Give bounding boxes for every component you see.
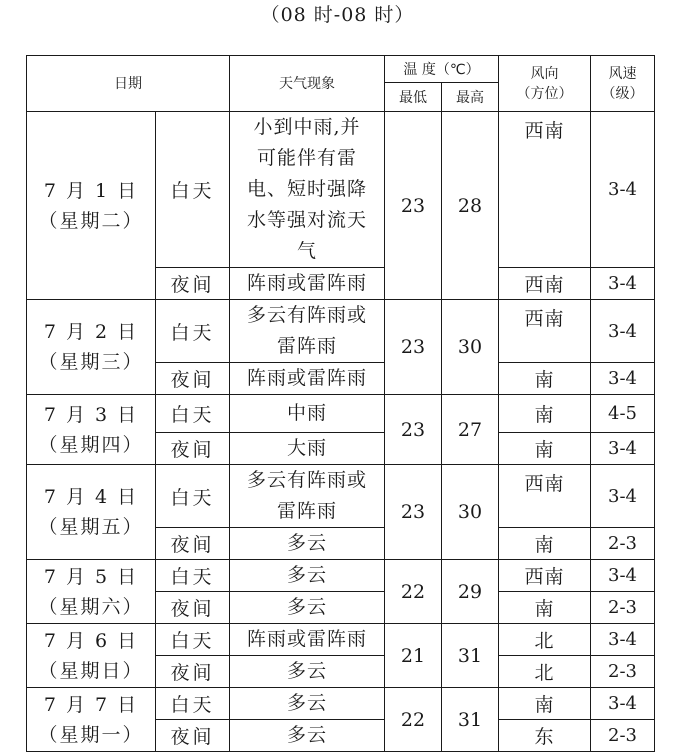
wind-direction: 南	[499, 433, 591, 465]
weather-line: 阵雨或雷阵雨	[246, 628, 367, 650]
wind-speed: 3-4	[591, 465, 655, 528]
table-row	[27, 560, 655, 592]
weather-line: 雷阵雨	[276, 335, 337, 357]
wind-speed: 4-5	[591, 395, 655, 433]
weather-forecast-table	[26, 55, 655, 752]
weather-cell: 多云	[230, 656, 385, 688]
wind-direction: 南	[499, 528, 591, 560]
wind-direction: 西南	[499, 300, 591, 363]
table-row	[27, 465, 655, 528]
wind-speed: 2-3	[591, 656, 655, 688]
period-day: 白天	[156, 688, 230, 720]
wind-speed: 2-3	[591, 720, 655, 752]
weather-line: 电、短时强降	[246, 178, 367, 200]
weather-line: 多云有阵雨或	[246, 469, 367, 491]
wind-speed: 3-4	[591, 363, 655, 395]
temp-min: 23	[385, 465, 442, 560]
wind-direction: 南	[499, 688, 591, 720]
period-day: 白天	[156, 300, 230, 363]
period-night: 夜间	[156, 363, 230, 395]
weather-line: 中雨	[286, 402, 327, 424]
weather-cell: 阵雨或雷阵雨	[230, 363, 385, 395]
temp-max: 30	[442, 300, 499, 395]
period-day: 白天	[156, 112, 230, 268]
table-row	[27, 395, 655, 433]
period-day: 白天	[156, 465, 230, 528]
date-text: 7 月 2 日	[43, 321, 139, 343]
temp-min: 23	[385, 300, 442, 395]
wind-speed: 2-3	[591, 592, 655, 624]
weekday-text: （星期三）	[38, 351, 144, 373]
header-temperature: 温 度（℃）	[385, 56, 499, 83]
header-temp-max: 最高	[442, 83, 499, 112]
date-text: 7 月 3 日	[43, 403, 139, 426]
weekday-text: （星期四）	[38, 433, 144, 456]
wind-direction: 西南	[499, 268, 591, 300]
wind-speed: 3-4	[591, 268, 655, 300]
wind-direction: 西南	[499, 465, 591, 528]
weekday-text: （星期日）	[38, 659, 144, 682]
temp-max: 31	[442, 624, 499, 688]
date-cell	[27, 560, 156, 624]
temp-max: 29	[442, 560, 499, 624]
date-text: 7 月 7 日	[43, 693, 139, 716]
wind-direction: 西南	[499, 560, 591, 592]
temp-min: 21	[385, 624, 442, 688]
weekday-text: （星期六）	[38, 595, 144, 618]
temp-max: 28	[442, 112, 499, 300]
period-day: 白天	[156, 395, 230, 433]
wind-speed: 3-4	[591, 624, 655, 656]
weather-line: 雷阵雨	[276, 500, 337, 522]
header-date: 日期	[27, 56, 230, 112]
header-wind-direction	[499, 56, 591, 112]
period-night: 夜间	[156, 592, 230, 624]
header-temp-min: 最低	[385, 83, 442, 112]
weather-cell: 阵雨或雷阵雨	[230, 268, 385, 300]
date-text: 7 月 4 日	[43, 486, 139, 508]
wind-speed: 2-3	[591, 528, 655, 560]
period-night: 夜间	[156, 656, 230, 688]
header-wind-speed	[591, 56, 655, 112]
weekday-text: （星期一）	[38, 723, 144, 746]
wind-speed: 3-4	[591, 560, 655, 592]
temp-min: 22	[385, 560, 442, 624]
wind-direction: 西南	[499, 112, 591, 268]
wind-speed: 3-4	[591, 300, 655, 363]
date-text: 7 月 1 日	[43, 179, 139, 202]
header-wind-speed-line1: 风速	[608, 65, 637, 82]
wind-direction: 东	[499, 720, 591, 752]
period-night: 夜间	[156, 720, 230, 752]
header-wind-direction-line2: （方位）	[516, 85, 573, 102]
weather-line: 多云	[286, 564, 327, 586]
date-cell	[27, 112, 156, 300]
temp-min: 22	[385, 688, 442, 752]
weather-line: 可能伴有雷	[256, 147, 357, 169]
weather-line: 多云	[286, 692, 327, 714]
header-wind-speed-line2: （级）	[601, 85, 644, 102]
date-cell	[27, 624, 156, 688]
date-text: 7 月 5 日	[43, 565, 139, 588]
period-night: 夜间	[156, 528, 230, 560]
table-subtitle: （08 时-08 时）	[260, 4, 415, 26]
date-cell	[27, 688, 156, 752]
weather-cell	[230, 465, 385, 528]
wind-speed: 3-4	[591, 433, 655, 465]
weather-line: 多云有阵雨或	[246, 304, 367, 326]
weather-cell	[230, 560, 385, 592]
wind-direction: 北	[499, 656, 591, 688]
date-text: 7 月 6 日	[43, 629, 139, 652]
weekday-text: （星期五）	[38, 516, 144, 538]
weather-cell: 大雨	[230, 433, 385, 465]
weather-cell	[230, 300, 385, 363]
date-cell	[27, 395, 156, 465]
header-weather: 天气现象	[230, 56, 385, 112]
period-day: 白天	[156, 560, 230, 592]
weather-line: 小到中雨,并	[253, 116, 361, 138]
wind-direction: 南	[499, 395, 591, 433]
date-cell	[27, 465, 156, 560]
wind-speed: 3-4	[591, 112, 655, 268]
wind-speed: 3-4	[591, 688, 655, 720]
table-row	[27, 624, 655, 656]
temp-max: 31	[442, 688, 499, 752]
temp-min: 23	[385, 395, 442, 465]
temp-min: 23	[385, 112, 442, 300]
weather-cell	[230, 624, 385, 656]
weather-cell: 多云	[230, 592, 385, 624]
period-night: 夜间	[156, 433, 230, 465]
weather-cell: 多云	[230, 528, 385, 560]
weather-cell: 多云	[230, 720, 385, 752]
table-row	[27, 300, 655, 363]
header-wind-direction-line1: 风向	[530, 65, 559, 82]
period-night: 夜间	[156, 268, 230, 300]
temp-max: 30	[442, 465, 499, 560]
wind-direction: 北	[499, 624, 591, 656]
date-cell	[27, 300, 156, 395]
weather-line: 气	[296, 240, 317, 262]
period-day: 白天	[156, 624, 230, 656]
weather-cell	[230, 395, 385, 433]
temp-max: 27	[442, 395, 499, 465]
weather-line: 水等强对流天	[246, 209, 367, 231]
wind-direction: 南	[499, 363, 591, 395]
weather-cell	[230, 112, 385, 268]
wind-direction: 南	[499, 592, 591, 624]
weekday-text: （星期二）	[38, 209, 144, 232]
table-row	[27, 112, 655, 268]
